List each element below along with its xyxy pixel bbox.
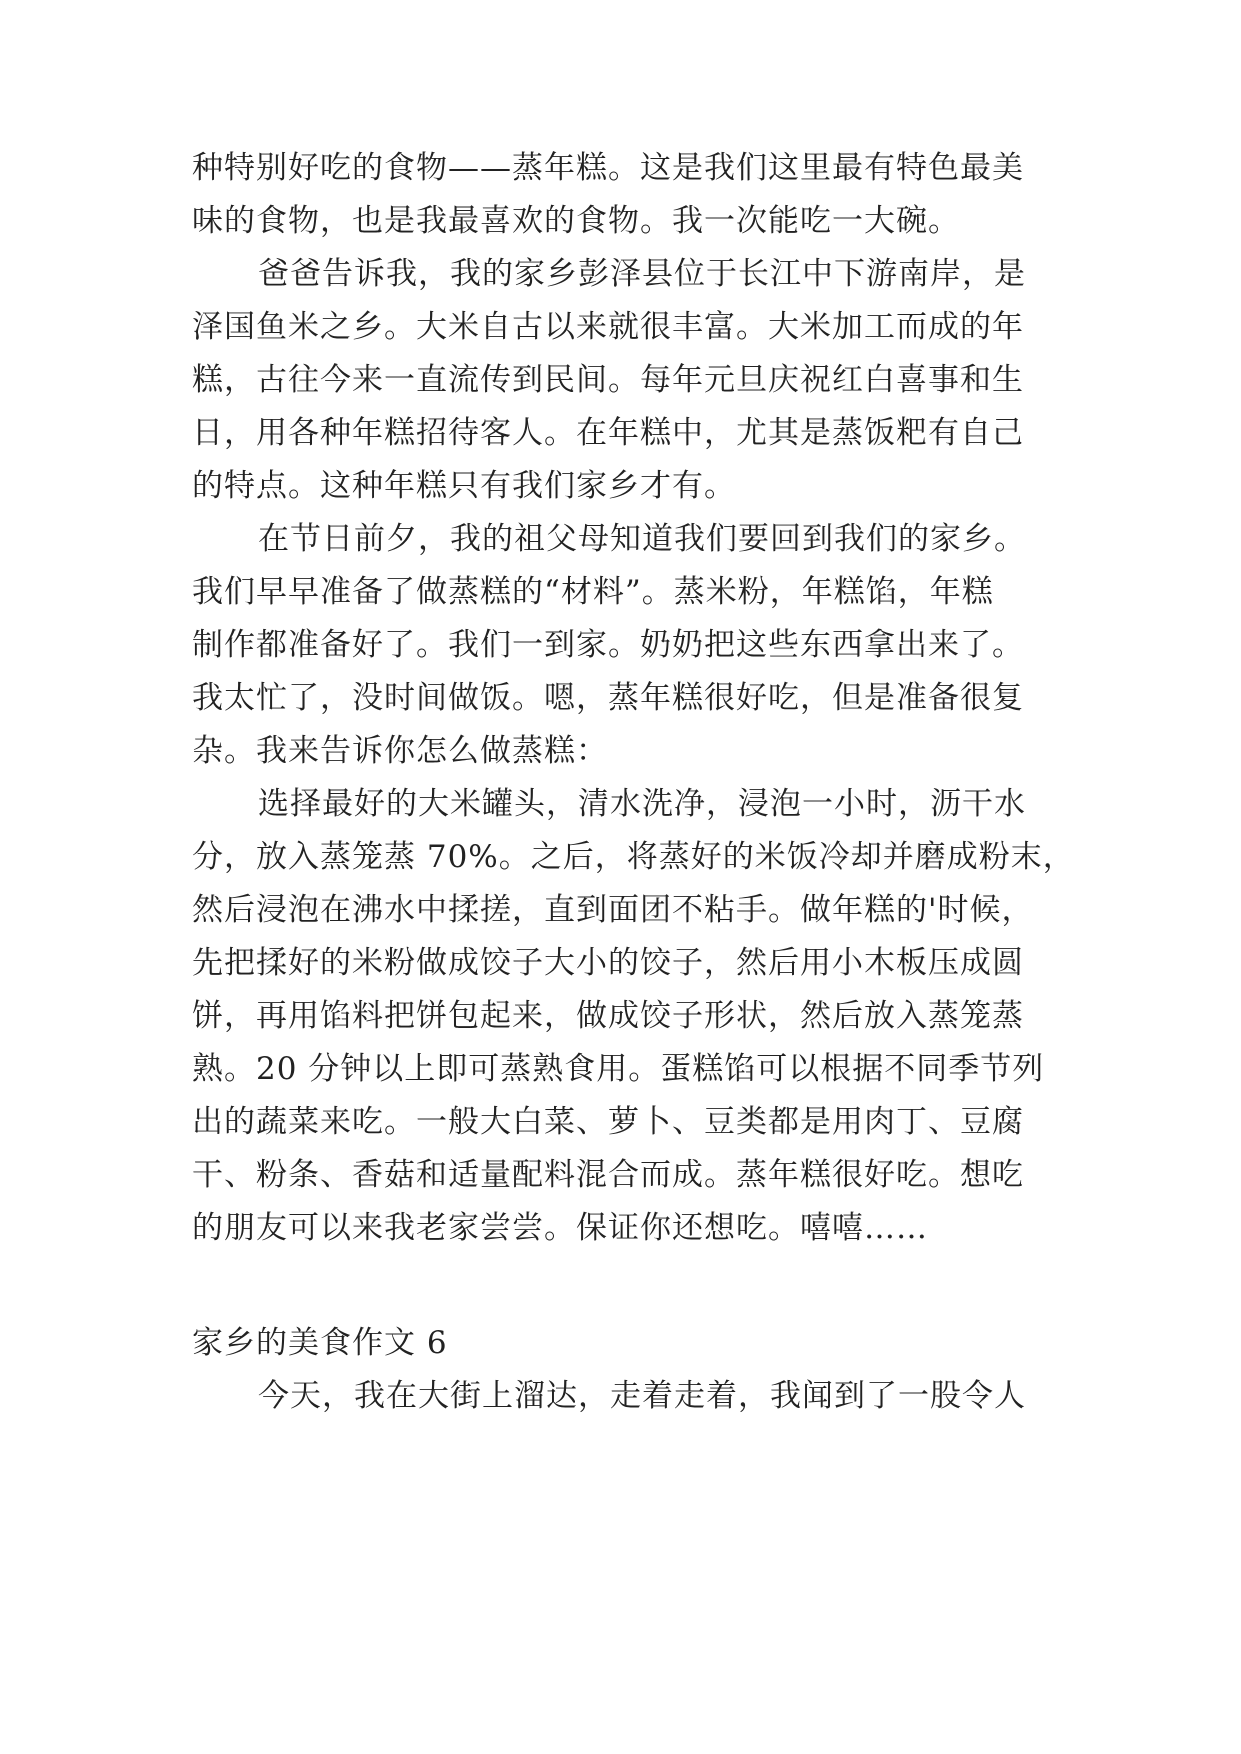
text-line: 先把揉好的米粉做成饺子大小的饺子，然后用小木板压成圆 bbox=[192, 945, 1024, 981]
text-line: 干、粉条、香菇和适量配料混合而成。蒸年糕很好吃。想吃 bbox=[192, 1157, 1024, 1193]
text-line: 的特点。这种年糕只有我们家乡才有。 bbox=[192, 468, 736, 504]
text-line: 然后浸泡在沸水中揉搓，直到面团不粘手。做年糕的'时候， bbox=[192, 892, 1034, 928]
text-line: 杂。我来告诉你怎么做蒸糕： bbox=[192, 733, 608, 769]
text-line: 糕，古往今来一直流传到民间。每年元旦庆祝红白喜事和生 bbox=[192, 362, 1024, 398]
text-line: 日，用各种年糕招待客人。在年糕中，尤其是蒸饭粑有自己 bbox=[192, 415, 1024, 451]
text-line: 饼，再用馅料把饼包起来，做成饺子形状，然后放入蒸笼蒸 bbox=[192, 998, 1024, 1034]
text-line: 味的食物，也是我最喜欢的食物。我一次能吃一大碗。 bbox=[192, 203, 960, 239]
text-line: 泽国鱼米之乡。大米自古以来就很丰富。大米加工而成的年 bbox=[192, 309, 1024, 345]
section-heading: 家乡的美食作文 6 bbox=[192, 1325, 448, 1361]
paragraph-start-line: 今天，我在大街上溜达，走着走着，我闻到了一股令人 bbox=[258, 1378, 1026, 1414]
text-line: 制作都准备好了。我们一到家。奶奶把这些东西拿出来了。 bbox=[192, 627, 1024, 663]
text-line: 我太忙了，没时间做饭。嗯，蒸年糕很好吃，但是准备很复 bbox=[192, 680, 1024, 716]
text-line: 我们早早准备了做蒸糕的“材料”。蒸米粉，年糕馅，年糕 bbox=[192, 574, 994, 610]
text-line: 的朋友可以来我老家尝尝。保证你还想吃。嘻嘻…… bbox=[192, 1210, 928, 1246]
paragraph-start-line: 在节日前夕，我的祖父母知道我们要回到我们的家乡。 bbox=[258, 521, 1026, 557]
paragraph-start-line: 选择最好的大米罐头，清水洗净，浸泡一小时，沥干水 bbox=[258, 786, 1026, 822]
text-line: 种特别好吃的食物——蒸年糕。这是我们这里最有特色最美 bbox=[192, 150, 1024, 186]
text-line: 出的蔬菜来吃。一般大白菜、萝卜、豆类都是用肉丁、豆腐 bbox=[192, 1104, 1024, 1140]
text-line: 分，放入蒸笼蒸 70%。之后，将蒸好的米饭冷却并磨成粉末， bbox=[192, 839, 1075, 875]
paragraph-start-line: 爸爸告诉我，我的家乡彭泽县位于长江中下游南岸，是 bbox=[258, 256, 1026, 292]
text-line: 熟。20 分钟以上即可蒸熟食用。蛋糕馅可以根据不同季节列 bbox=[192, 1051, 1045, 1087]
